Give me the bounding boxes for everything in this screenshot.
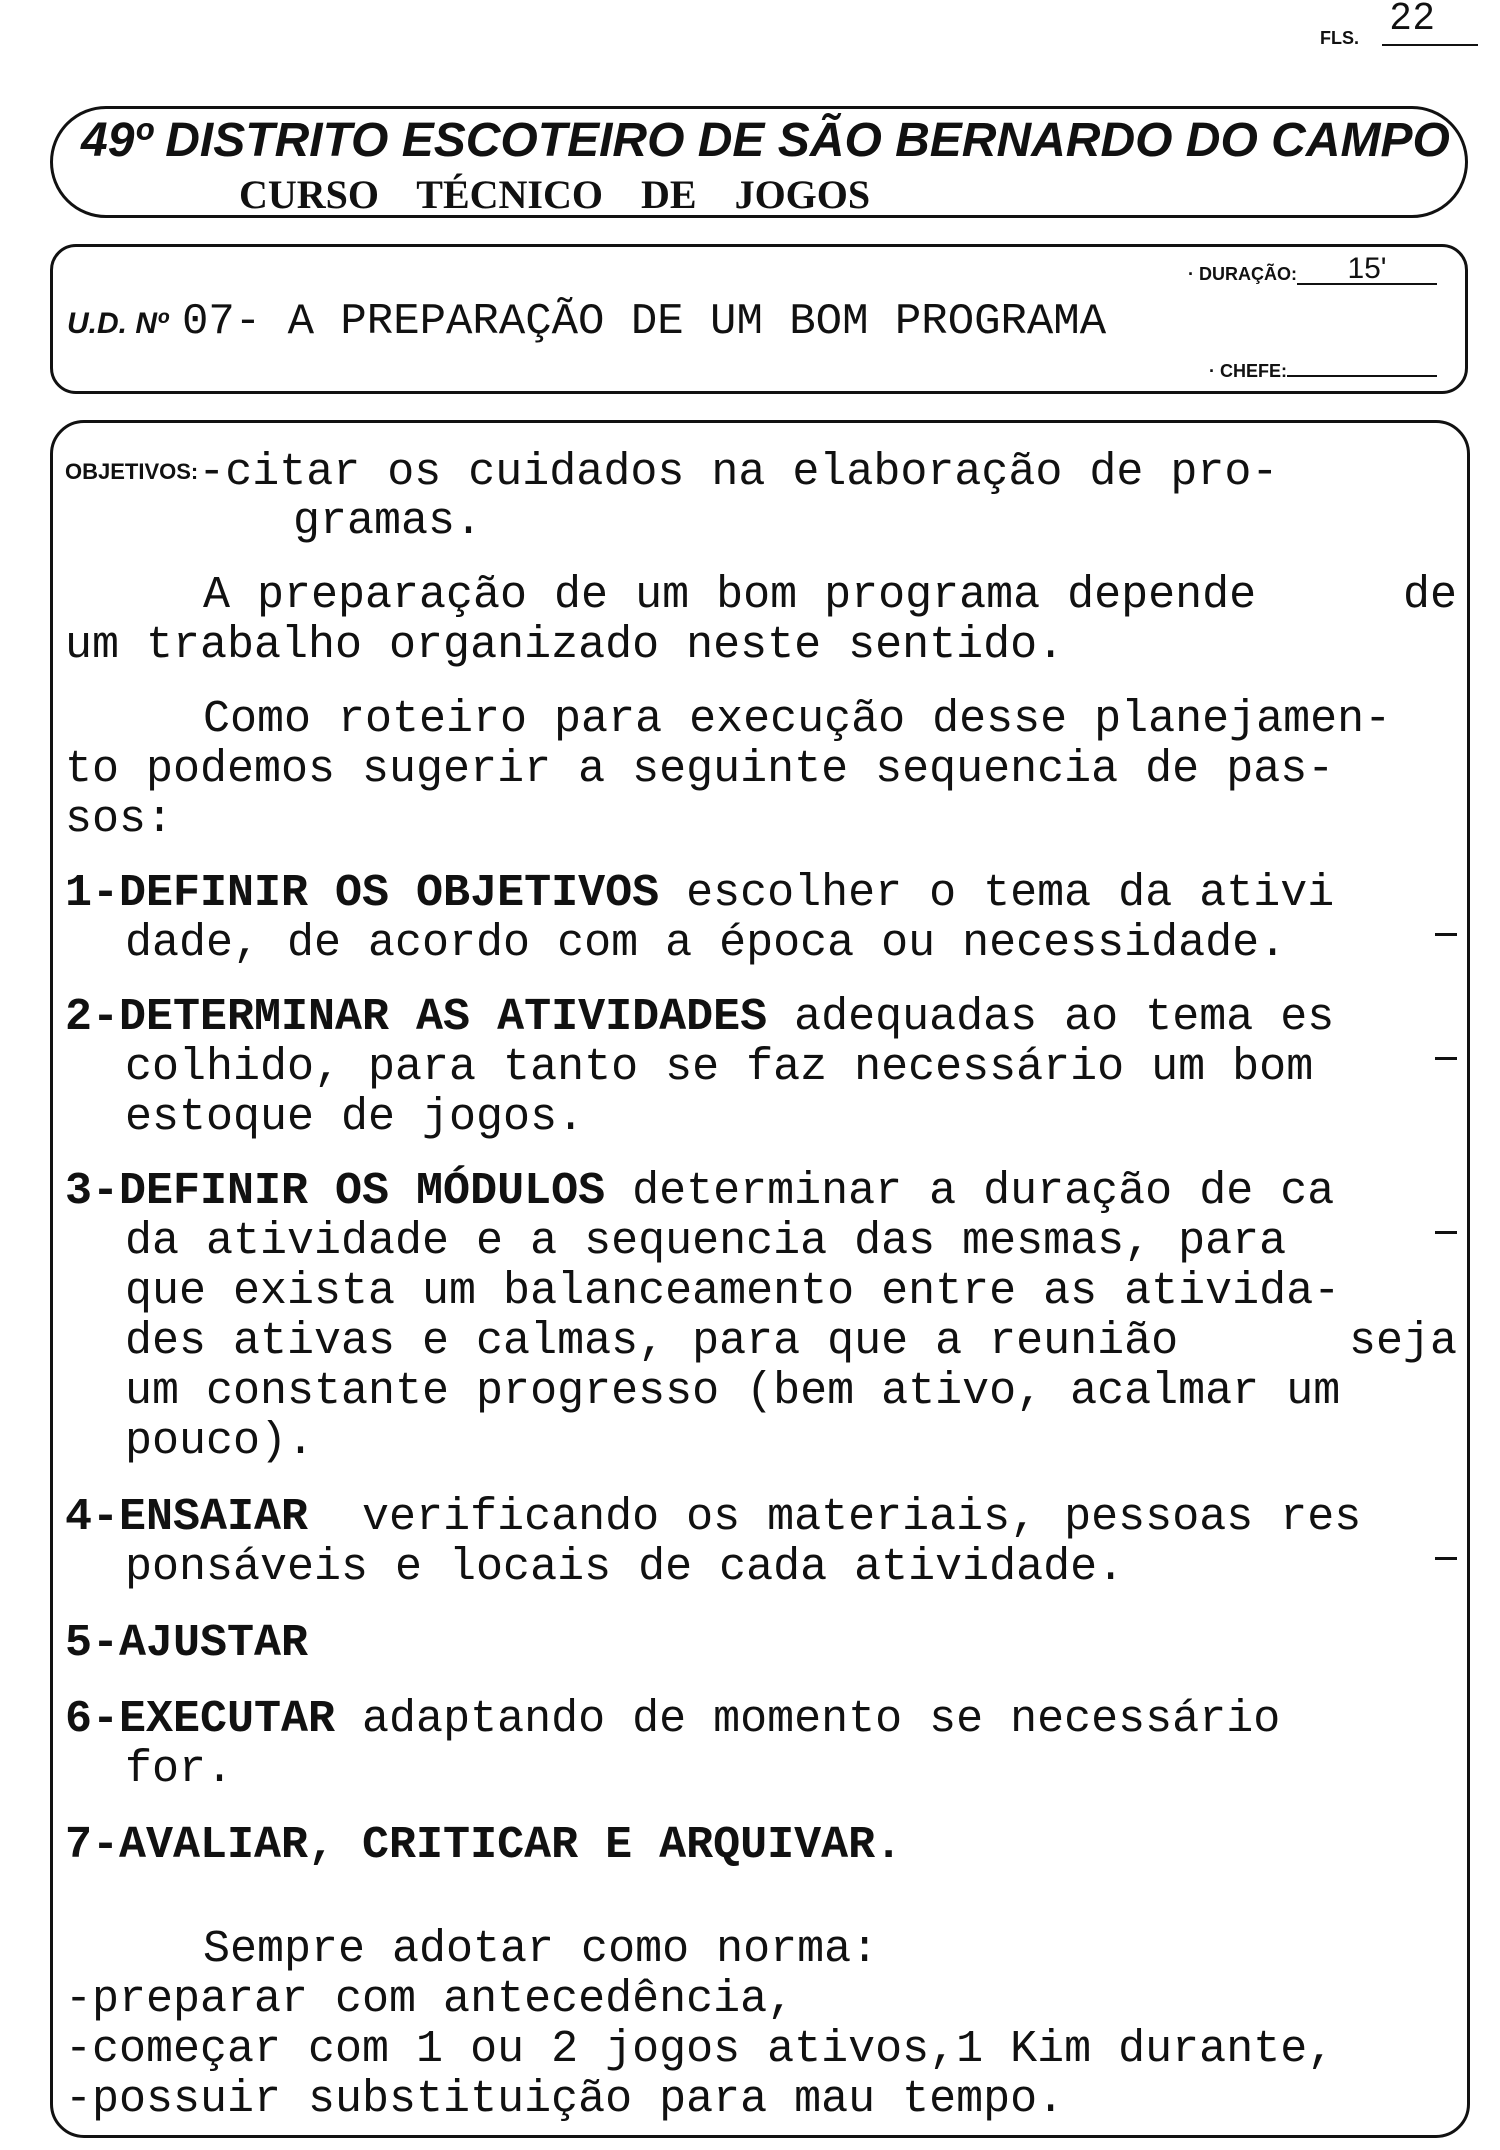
duration-field bbox=[1188, 252, 1437, 285]
step-6-title: 6-EXECUTAR bbox=[65, 1694, 336, 1745]
step-4-text-1: verificando os materiais, pessoas res bbox=[308, 1492, 1362, 1543]
step-3-line-3: que exista um balanceamento entre as ativida- bbox=[125, 1266, 1341, 1317]
intro-p1-line-1: A preparação de um bom programa depende bbox=[203, 570, 1257, 621]
norms-item-1: -preparar com antecedência, bbox=[65, 1974, 795, 2025]
step-2-line-1 bbox=[65, 993, 1334, 1043]
step-1-line-2: dade, de acordo com a época ou necessidade. bbox=[125, 918, 1287, 969]
hyphen-mark bbox=[1435, 1057, 1457, 1060]
norms-intro: Sempre adotar como norma: bbox=[203, 1924, 879, 1975]
step-3-line-4-end: seja bbox=[1348, 1316, 1457, 1367]
step-3-line-4: des ativas e calmas, para que a reunião bbox=[125, 1316, 1179, 1367]
chief-label: · CHEFE: bbox=[1209, 361, 1287, 381]
step-5-title: 5-AJUSTAR bbox=[65, 1618, 309, 1669]
step-2-line-3: estoque de jogos. bbox=[125, 1092, 585, 1143]
step-1-line-1 bbox=[65, 869, 1334, 919]
step-3-line-5: um constante progresso (bem ativo, acalmar um bbox=[125, 1366, 1341, 1417]
folio bbox=[1320, 0, 1480, 50]
objectives-line-2: gramas. bbox=[293, 496, 483, 547]
unit-header-box bbox=[50, 244, 1468, 394]
step-2-line-2: colhido, para tanto se faz necessário um bom bbox=[125, 1042, 1314, 1093]
step-3-line-1 bbox=[65, 1167, 1334, 1217]
intro-p2-line-3: sos: bbox=[65, 794, 174, 845]
step-6-line-1 bbox=[65, 1695, 1280, 1745]
intro-p1-line-1-end: de bbox=[1402, 570, 1457, 621]
duration-value: 15' bbox=[1297, 255, 1437, 285]
step-1-title: 1-DEFINIR OS OBJETIVOS bbox=[65, 868, 660, 919]
hyphen-mark bbox=[1435, 1557, 1457, 1560]
chief-value bbox=[1287, 355, 1437, 377]
course-title: CURSO TÉCNICO DE JOGOS bbox=[239, 172, 871, 217]
step-4-title: 4-ENSAIAR bbox=[65, 1492, 309, 1543]
step-3-line-6: pouco). bbox=[125, 1416, 315, 1467]
step-6-line-2: for. bbox=[125, 1744, 234, 1795]
step-4-line-2: ponsáveis e locais de cada atividade. bbox=[125, 1542, 1125, 1593]
district-title: 49º DISTRITO ESCOTEIRO DE SÃO BERNARDO DO CAMPO bbox=[81, 114, 1450, 167]
norms-item-3: -possuir substituição para mau tempo. bbox=[65, 2074, 1065, 2125]
district-header-box bbox=[50, 106, 1468, 218]
intro-p2-line-2: to podemos sugerir a seguinte sequencia de pas- bbox=[65, 744, 1335, 795]
intro-p1-line-2: um trabalho organizado neste sentido. bbox=[65, 620, 1065, 671]
chief-field bbox=[1209, 355, 1437, 382]
step-7-title: 7-AVALIAR, CRITICAR E ARQUIVAR. bbox=[65, 1820, 903, 1871]
unit-line bbox=[67, 297, 1106, 347]
unit-label: U.D. Nº bbox=[67, 307, 168, 340]
norms-item-2: -começar com 1 ou 2 jogos ativos,1 Kim durante, bbox=[65, 2024, 1335, 2075]
step-4-line-1 bbox=[65, 1493, 1361, 1543]
folio-underline bbox=[1382, 44, 1478, 46]
intro-p2-line-1: Como roteiro para execução desse planejamen- bbox=[203, 694, 1392, 745]
objectives-line-1 bbox=[65, 447, 1278, 498]
objectives-label: OBJETIVOS: bbox=[65, 459, 199, 484]
unit-title: 07- A PREPARAÇÃO DE UM BOM PROGRAMA bbox=[181, 297, 1107, 347]
step-3-line-2: da atividade e a sequencia das mesmas, para bbox=[125, 1216, 1287, 1267]
hyphen-mark bbox=[1435, 933, 1457, 936]
objectives-text-1: -citar os cuidados na elaboração de pro- bbox=[198, 446, 1279, 498]
step-1-text-1: escolher o tema da ativi bbox=[659, 868, 1335, 919]
step-6-text-1: adaptando de momento se necessário bbox=[335, 1694, 1281, 1745]
hyphen-mark bbox=[1435, 1231, 1457, 1234]
step-2-text-1: adequadas ao tema es bbox=[767, 992, 1335, 1043]
duration-label: · DURAÇÃO: bbox=[1188, 264, 1297, 284]
step-3-title: 3-DEFINIR OS MÓDULOS bbox=[65, 1166, 606, 1217]
step-2-title: 2-DETERMINAR AS ATIVIDADES bbox=[65, 992, 768, 1043]
content-box bbox=[50, 420, 1470, 2138]
folio-number: 22 bbox=[1390, 0, 1437, 38]
folio-label: FLS. bbox=[1320, 28, 1359, 48]
step-3-text-1: determinar a duração de ca bbox=[605, 1166, 1335, 1217]
